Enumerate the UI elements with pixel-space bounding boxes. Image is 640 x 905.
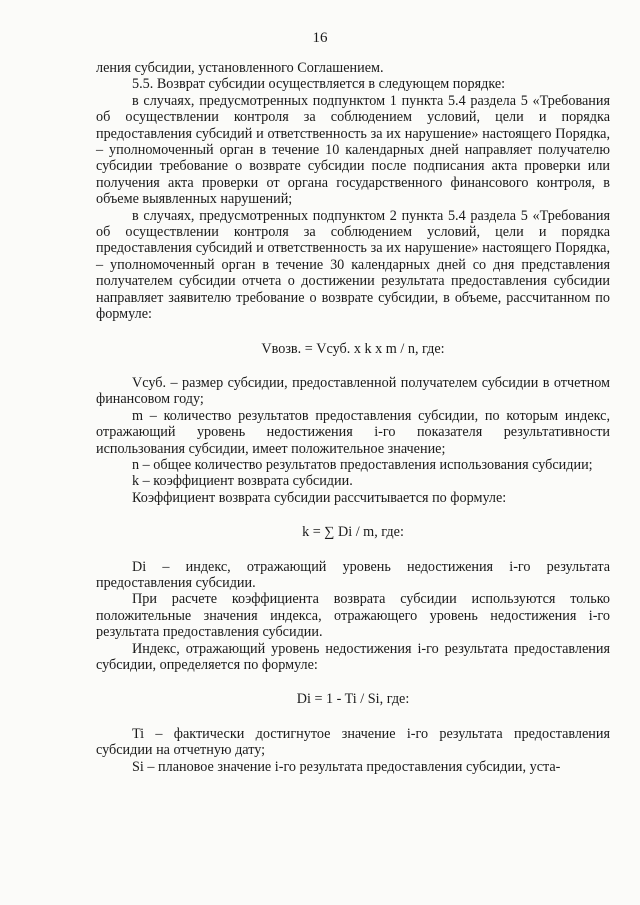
paragraph: в случаях, предусмотренных подпунктом 2 пункта 5.4 раздела 5 «Требования об осуществлении контроля за соблюдением условий, цели и порядка предоставления субсидий и ответственность за их нарушение» настоящего Порядка, – уполномоченный орган в течение 30 календарных дней со дня представления получателем субсидии отчета о достижении результата предоставления субсидии направляет заявителю требование о возврате субсидии, в объеме, рассчитанном по формуле: bbox=[96, 207, 610, 323]
document-body bbox=[96, 60, 610, 775]
section-heading: 5.5. Возврат субсидии осуществляется в следующем порядке: bbox=[132, 76, 506, 93]
formula-index: Di = 1 - Ti / Si, где: bbox=[296, 691, 410, 708]
page-number: 16 bbox=[312, 30, 328, 46]
paragraph: m – количество результатов предоставления субсидии, по которым индекс, отражающий уровень недостижения i-го показателя результативности использования субсидии, имеет положительное значение; bbox=[96, 407, 610, 457]
formula-coefficient: k = ∑ Di / m, где: bbox=[302, 524, 404, 541]
paragraph: Si – плановое значение i-го результата предоставления субсидии, уста- bbox=[132, 758, 561, 775]
paragraph: Коэффициент возврата субсидии рассчитывается по формуле: bbox=[132, 489, 507, 506]
paragraph: Vсуб. – размер субсидии, предоставленной получателем субсидии в отчетном финансовом году; bbox=[96, 374, 610, 408]
paragraph: n – общее количество результатов предоставления использования субсидии; bbox=[132, 456, 593, 473]
paragraph: При расчете коэффициента возврата субсидии используются только положительные значения индекса, отражающего уровень недостижения i-го результата предоставления субсидии. bbox=[96, 591, 610, 641]
paragraph: Ti – фактически достигнутое значение i-го результата предоставления субсидии на отчетную дату; bbox=[96, 725, 610, 759]
paragraph: в случаях, предусмотренных подпунктом 1 пункта 5.4 раздела 5 «Требования об осуществлении контроля за соблюдением условий, цели и порядка предоставления субсидий и ответственность за их нарушение» настоящего Порядка, – уполномоченный орган в течение 10 календарных дней направляет получателю субсидии требование о возврате субсидии после подписания акта проверки или получения акта проверки от органа государственного финансового контроля, в объеме выявленных нарушений; bbox=[96, 92, 610, 208]
paragraph: k – коэффициент возврата субсидии. bbox=[132, 473, 353, 490]
paragraph: Di – индекс, отражающий уровень недостижения i-го результата предоставления субсидии. bbox=[96, 558, 610, 591]
formula-return-volume: Vвозв. = Vсуб. x k x m / n, где: bbox=[261, 340, 445, 357]
paragraph: ления субсидии, установленного Соглашением. bbox=[96, 60, 384, 76]
paragraph: Индекс, отражающий уровень недостижения i-го результата предоставления субсидии, определяется по формуле: bbox=[96, 640, 610, 673]
